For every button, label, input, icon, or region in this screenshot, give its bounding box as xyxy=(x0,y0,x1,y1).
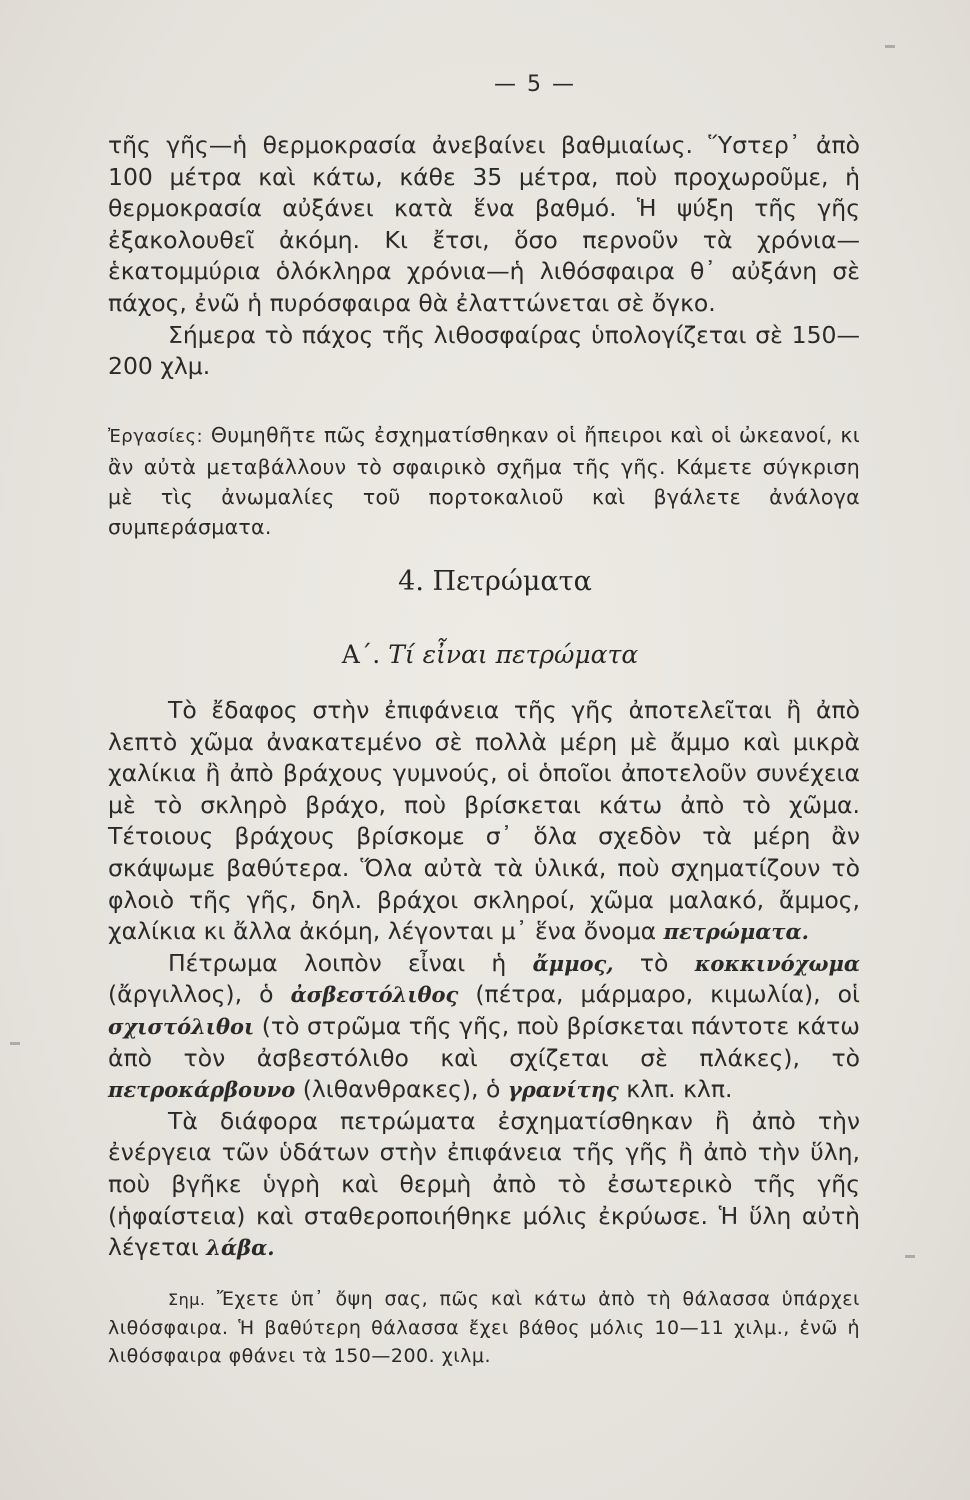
term-coal: πετροκάρβουνο xyxy=(108,1077,296,1103)
print-speck xyxy=(10,1042,20,1045)
formation-paragraph xyxy=(108,1106,860,1264)
term-sand: ἄμμος, xyxy=(532,950,614,976)
section-title-text: Τί εἶναι πετρώματα xyxy=(388,640,639,669)
rock-types-text-7: κλπ. κλπ. xyxy=(626,1075,733,1104)
term-limestone: ἀσβεστόλιθος xyxy=(290,982,459,1008)
intro-section xyxy=(108,130,860,383)
rock-types-text-6: (λιθανθρακες), ὁ xyxy=(302,1075,501,1104)
rock-types-text-1: Πέτρωμα λοιπὸν εἶναι ἡ xyxy=(168,948,507,977)
intro-paragraph: τῆς γῆς—ἡ θερμοκρασία ἀνεβαίνει βαθμιαίως. Ὕστερ᾽ ἀπὸ 100 μέτρα καὶ κάτω, κάθε 35 μέτρα, ποὺ προχωροῦμε, ἡ θερμοκρασία αὐξάνει κατὰ ἕνα βαθμό. Ἡ ψύξη τῆς γῆς ἐξακολουθεῖ ἀκόμη. Κι ἔτσι, ὅσο περνοῦν τὰ χρόνια—ἑκατομμύρια ὁλόκληρα χρόνια—ἡ λιθόσφαιρα θ᾽ αὐξάνη σὲ πάχος, ἐνῶ ἡ πυρόσφαιρα θὰ ἐλαττώνεται σὲ ὄγκο. xyxy=(108,131,860,317)
rock-types-paragraph xyxy=(108,948,860,1106)
term-rocks: πετρώματα. xyxy=(663,919,809,945)
print-speck xyxy=(905,1255,915,1258)
rock-types-text-4: (πέτρα, μάρμαρο, κιμωλία), οἱ xyxy=(475,980,860,1009)
print-speck xyxy=(885,45,895,48)
term-lava: λάβα. xyxy=(206,1235,275,1261)
section-title xyxy=(0,640,970,669)
section-letter: Α΄. xyxy=(341,640,381,669)
exercise-text: Θυμηθῆτε πῶς ἐσχηματίσθηκαν οἱ ἤπειροι καὶ οἱ ὠκεανοί, κι ἂν αὐτὰ μεταβάλλουν τὸ σφαιρικὸ σχῆμα τῆς γῆς. Κάμετε σύγκριση μὲ τὶς ἀνωμαλίες τοῦ πορτοκαλιοῦ καὶ βγάλετε ἀνάλογα συμπεράσματα. xyxy=(108,423,860,539)
exercise-label: Ἐργασίες: xyxy=(108,426,204,447)
exercise-section xyxy=(108,420,860,542)
rock-types-text-5: (τὸ στρῶμα τῆς γῆς, ποὺ βρίσκεται πάντοτε κάτω ἀπὸ τὸν ἀσβεστόλιθο καὶ σχίζεται σὲ πλάκες), τὸ xyxy=(108,1011,860,1072)
rock-types-text-3: (ἄργιλλος), ὁ xyxy=(108,980,274,1009)
note-label: Σημ. xyxy=(168,1290,206,1309)
note-section xyxy=(108,1285,860,1370)
page-number: — 5 — xyxy=(494,72,576,97)
chapter-title: 4. Πετρώματα xyxy=(398,566,592,597)
note-paragraph xyxy=(108,1285,860,1370)
term-schist: σχιστόλιθοι xyxy=(108,1013,255,1039)
term-red-soil: κοκκινόχωμα xyxy=(694,950,860,976)
soil-paragraph-text: Τὸ ἔδαφος στὴν ἐπιφάνεια τῆς γῆς ἀποτελεῖται ἢ ἀπὸ λεπτὸ χῶμα ἀνακατεμένο σὲ πολλὰ μέρη μὲ ἄμμο καὶ μικρὰ χαλίκια ἢ ἀπὸ βράχους γυμνούς, οἱ ὁποῖοι ἀποτελοῦν συνέχεια μὲ τὸ σκληρὸ βράχο, ποὺ βρίσκεται κάτω ἀπὸ τὸ χῶμα. Τέτοιους βράχους βρίσκομε σ᾽ ὅλα σχεδὸν τὰ μέρη ἂν σκάψωμε βαθύτερα. Ὅλα αὐτὰ τὰ ὑλικά, ποὺ σχηματίζουν τὸ φλοιὸ τῆς γῆς, δηλ. βράχοι σκληροί, χῶμα μαλακό, ἄμμος, χαλίκια κι ἄλλα ἀκόμη, λέγονται μ᾽ ἕνα ὄνομα xyxy=(108,696,860,946)
note-text: Ἔχετε ὑπ᾽ ὄψη σας, πῶς καὶ κάτω ἀπὸ τὴ θάλασσα ὑπάρχει λιθόσφαιρα. Ἡ βαθύτερη θάλασσα ἔχει βάθος μόλις 10—11 χιλμ., ἐνῶ ἡ λιθόσφαιρα φθάνει τὰ 150—200. χιλμ. xyxy=(108,1288,860,1367)
rock-types-text-2: τὸ xyxy=(639,948,669,977)
main-text xyxy=(108,695,860,1264)
formation-paragraph-text: Τὰ διάφορα πετρώματα ἐσχηματίσθηκαν ἢ ἀπὸ τὴν ἐνέργεια τῶν ὑδάτων στὴν ἐπιφάνεια τῆς γῆς ἢ ἀπὸ τὴν ὕλη, ποὺ βγῆκε ὑγρὴ καὶ θερμὴ ἀπὸ τὸ ἐσωτερικὸ τῆς γῆς (ἡφαίστεια) καὶ σταθεροποιήθηκε μόλις ἐκρύωσε. Ἡ ὕλη αὐτὴ λέγεται xyxy=(108,1106,860,1262)
term-granite: γρανίτης xyxy=(507,1077,619,1103)
lithosphere-thickness-paragraph: Σήμερα τὸ πάχος τῆς λιθοσφαίρας ὑπολογίζεται σὲ 150—200 χλμ. xyxy=(108,320,860,381)
exercise-paragraph xyxy=(108,420,860,542)
soil-paragraph xyxy=(108,695,860,948)
